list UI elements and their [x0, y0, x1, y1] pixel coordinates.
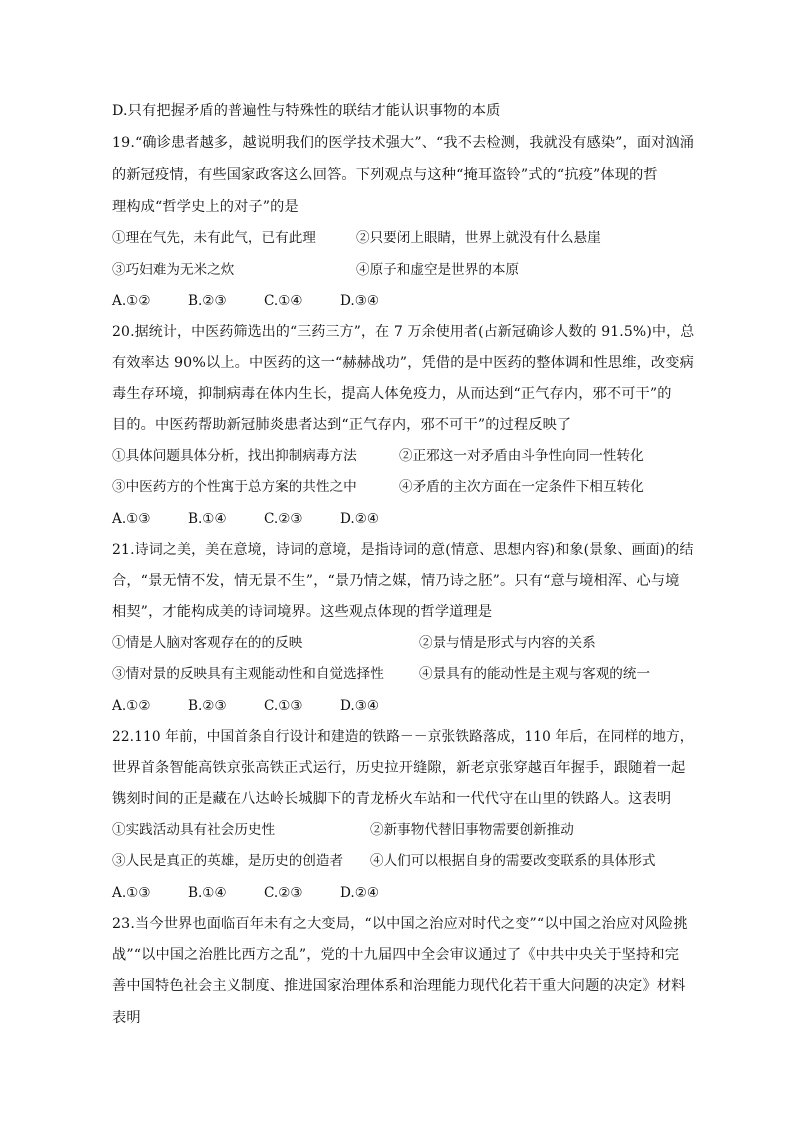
- q19-choice-c[interactable]: C.①④: [264, 293, 303, 309]
- q21-choice-a[interactable]: A.①②: [112, 698, 151, 714]
- q19-stem-line-1: 19.“确诊患者越多，越说明我们的医学技术强大”、“我不去检测，我就没有感染”，面对汹涌: [112, 135, 695, 151]
- q22-statement-4: ④人们可以根据自身的需要改变联系的具体形式: [370, 853, 656, 869]
- q18-option-d: D.只有把握矛盾的普遍性与特殊性的联结才能认识事物的本质: [112, 103, 501, 119]
- q20-stem-line-4: 目的。中医药帮助新冠肺炎患者达到“正气存内，邪不可干”的过程反映了: [112, 417, 572, 433]
- q20-statement-3: ③中医药方的个性寓于总方案的共性之中: [112, 479, 357, 495]
- q20-stem-line-1: 20.据统计，中医药筛选出的“三药三方”，在 7 万余使用者(占新冠确诊人数的 91.5%)中，总: [112, 324, 695, 340]
- q19-stem-line-2: 的新冠疫情，有些国家政客这么回答。下列观点与这种“掩耳盗铃”式的“抗疫”体现的哲: [112, 167, 658, 183]
- q21-stem-line-1: 21.诗词之美，美在意境，诗词的意境，是指诗词的意(情意、思想内容)和象(景象、画面)的结: [112, 542, 694, 558]
- q20-stem-line-2: 有效率达 90%以上。中医药的这一“赫赫战功”，凭借的是中医药的整体调和性思维，改变病: [112, 355, 694, 371]
- q23-stem-line-3: 善中国特色社会主义制度、推进国家治理体系和治理能力现代化若干重大问题的决定》材料: [112, 978, 686, 994]
- q21-statement-4: ④景具有的能动性是主观与客观的统一: [419, 666, 651, 682]
- q23-stem-line-1: 23.当今世界也面临百年未有之大变局，“以中国之治应对时代之变”“以中国之治应对风险挑: [112, 916, 688, 932]
- q19-statement-2: ②只要闭上眼睛，世界上就没有什么悬崖: [356, 230, 601, 246]
- q21-choice-c[interactable]: C.①③: [264, 698, 303, 714]
- q21-choice-b[interactable]: B.②③: [188, 698, 227, 714]
- q21-statement-2: ②景与情是形式与内容的关系: [419, 635, 596, 651]
- q22-statement-2: ②新事物代替旧事物需要创新推动: [370, 822, 574, 838]
- q20-choice-b[interactable]: B.①④: [188, 511, 227, 527]
- q19-statement-3: ③巧妇难为无米之炊: [112, 262, 235, 278]
- q21-statement-1: ①情是人脑对客观存在的的反映: [112, 635, 303, 651]
- q19-statement-1: ①理在气先，未有此气，已有此理: [112, 230, 316, 246]
- q22-stem-line-2: 世界首条智能高铁京张高铁正式运行，历史拉开缝隙，新老京张穿越百年握手，跟随着一起: [112, 760, 686, 776]
- q20-choice-c[interactable]: C.②③: [264, 511, 303, 527]
- q22-choice-b[interactable]: B.①④: [188, 885, 227, 901]
- q22-statement-1: ①实践活动具有社会历史性: [112, 822, 276, 838]
- q22-stem-line-3: 镌刻时间的正是藏在八达岭长城脚下的青龙桥火车站和一代代守在山里的铁路人。这表明: [112, 791, 672, 807]
- q19-choice-a[interactable]: A.①②: [112, 293, 151, 309]
- q21-stem-line-2: 合，“景无情不发，情无景不生”，“景乃情之媒，情乃诗之胚”。只有“意与境相浑、心与境: [112, 573, 680, 589]
- q22-choice-c[interactable]: C.②③: [264, 885, 303, 901]
- q21-stem-line-3: 相契”，才能构成美的诗词境界。这些观点体现的哲学道理是: [112, 604, 493, 620]
- q22-stem-line-1: 22.110 年前，中国首条自行设计和建造的铁路－－京张铁路落成，110 年后，在同样的地方，: [112, 729, 694, 745]
- q22-choice-d[interactable]: D.②④: [340, 885, 380, 901]
- q21-statement-3: ③情对景的反映具有主观能动性和自觉选择性: [112, 666, 384, 682]
- q20-statement-1: ①具体问题具体分析，找出抑制病毒方法: [112, 448, 357, 464]
- q19-choice-b[interactable]: B.②③: [188, 293, 227, 309]
- q20-statement-4: ④矛盾的主次方面在一定条件下相互转化: [399, 479, 644, 495]
- q19-stem-line-3: 理构成“哲学史上的对子”的是: [112, 199, 299, 215]
- q19-statement-4: ④原子和虚空是世界的本原: [356, 262, 520, 278]
- q19-choice-d[interactable]: D.③④: [340, 293, 380, 309]
- q23-stem-line-4: 表明: [112, 1010, 141, 1026]
- q20-statement-2: ②正邪这一对矛盾由斗争性向同一性转化: [399, 448, 644, 464]
- q21-choice-d[interactable]: D.③④: [340, 698, 380, 714]
- q22-choice-a[interactable]: A.①③: [112, 885, 151, 901]
- q22-statement-3: ③人民是真正的英雄，是历史的创造者: [112, 853, 344, 869]
- q20-choice-a[interactable]: A.①③: [112, 511, 151, 527]
- q20-stem-line-3: 毒生存环境，抑制病毒在体内生长，提高人体免疫力，从而达到“正气存内，邪不可干”的: [112, 386, 672, 402]
- q20-choice-d[interactable]: D.②④: [340, 511, 380, 527]
- q23-stem-line-2: 战”“以中国之治胜比西方之乱”，党的十九届四中全会审议通过了《中共中央关于坚持和完: [112, 947, 680, 963]
